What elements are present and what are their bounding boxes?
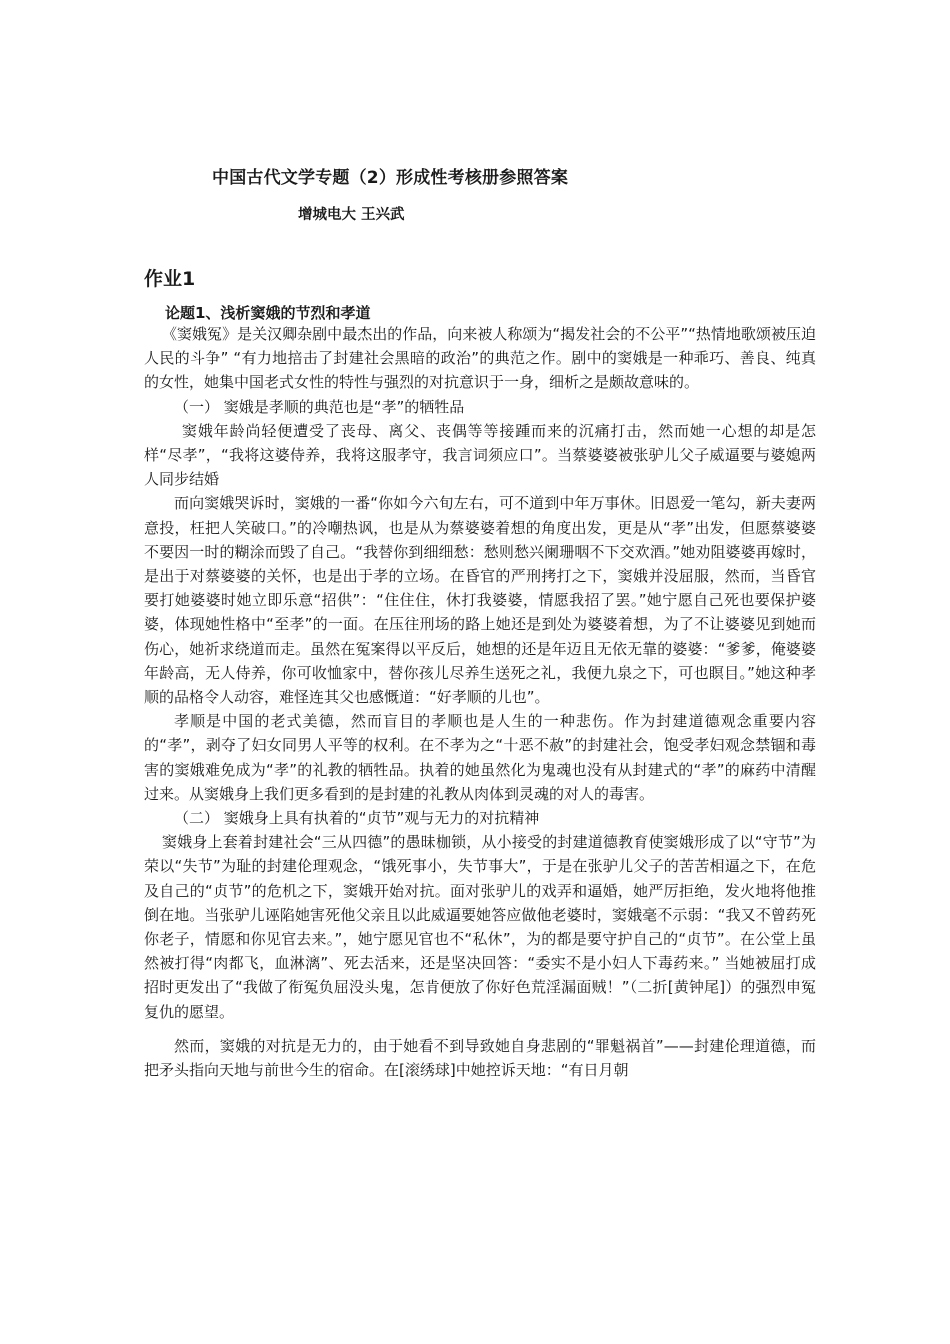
document-title: 中国古代文学专题（2）形成性考核册参照答案 [212, 168, 569, 188]
body-paragraph: 窦娥年龄尚轻便遭受了丧母、离父、丧偶等等接踵而来的沉痛打击，然而她一心想的却是怎样“尽孝”，“我将这婆侍养，我将这服孝守，我言词须应口”。当蔡婆婆被张驴儿父子威逼要与婆媳两人同步结婚 [144, 421, 816, 489]
topic-heading: 论题1、浅析窦娥的节烈和孝道 [165, 304, 371, 322]
body-paragraph: 《窦娥冤》是关汉卿杂剧中最杰出的作品，向来被人称颂为“揭发社会的不公平”“热情地歌颂被压迫人民的斗争” “有力地掊击了封建社会黑暗的政治”的典范之作。剧中的窦娥是一种乖巧、善良、纯真的女性，她集中国老式女性的特性与强烈的对抗意识于一身，细析之是颇故意味的。 [144, 325, 816, 392]
body-paragraph: 而向窦娥哭诉时，窦娥的一番“你如今六旬左右，可不道到中年万事休。旧恩爱一笔勾，新夫妻两意投，枉把人笑破口。”的冷嘲热讽，也是从为蔡婆婆着想的角度出发，更是从“孝”出发，但愿蔡婆婆不要因一时的糊涂而毁了自己。“我替你到细细愁：愁则愁兴阑珊咽不下交欢酒。”她劝阻婆婆再嫁时，是出于对蔡婆婆的关怀，也是出于孝的立场。在昏官的严刑拷打之下，窦娥并没屈服，然而，当昏官要打她婆婆时她立即乐意“招供”：“住住住，休打我婆婆，情愿我招了罢。”她宁愿自己死也要保护婆婆，体现她性格中“至孝”的一面。在压往刑场的路上她还是到处为婆婆着想，为了不让婆婆见到她而伤心，她祈求绕道而走。虽然在冤案得以平反后，她想的还是年迈且无依无靠的婆婆：“爹爹，俺婆婆年龄高，无人侍养，你可收恤家中，替你孩儿尽养生送死之礼，我便九泉之下，可也瞑目。”她这种孝顺的品格令人动容，难怪连其父也感慨道：“好孝顺的儿也”。 [144, 494, 816, 707]
body-paragraph: 窦娥身上套着封建社会“三从四德”的愚昧枷锁，从小接受的封建道德教育使窦娥形成了以“守节”为荣以“失节”为耻的封建伦理观念，“饿死事小，失节事大”，于是在张驴儿父子的苦苦相逼之下，在危及自己的“贞节”的危机之下，窦娥开始对抗。面对张驴儿的戏弄和逼婚，她严厉拒绝，发火地将他推倒在地。当张驴儿诬陷她害死他父亲且以此威逼要她答应做他老婆时，窦娥毫不示弱：“我又不曾药死你老子，情愿和你见官去来。”，她宁愿见官也不“私休”，为的都是要守护自己的“贞节”。在公堂上虽然被打得“肉都飞，血淋漓”、死去活来，还是坚决回答：“委实不是小妇人下毒药来。” 当她被屈打成招时更发出了“我做了衔冤负屈没头鬼，怎肯便放了你好色荒淫漏面贼！”（二折[黄钟尾]）的强烈申冤复仇的愿望。 [144, 833, 816, 1021]
subheading: （一） 窦娥是孝顺的典范也是“孝”的牺牲品 [174, 397, 465, 416]
section-heading: 作业1 [144, 268, 196, 290]
document-author: 增城电大 王兴武 [298, 207, 405, 223]
body-paragraph: 然而，窦娥的对抗是无力的，由于她看不到导致她自身悲剧的“罪魁祸首”——封建伦理道德，而把矛头指向天地与前世今生的宿命。在[滚绣球]中她控诉天地：“有日月朝 [144, 1036, 816, 1080]
document-body [144, 322, 816, 1082]
subheading: （二） 窦娥身上具有执着的“贞节”观与无力的对抗精神 [174, 809, 540, 828]
body-paragraph: 孝顺是中国的老式美德，然而盲目的孝顺也是人生的一种悲伤。作为封建道德观念重要内容的“孝”，剥夺了妇女同男人平等的权利。在不孝为之“十恶不赦”的封建社会，饱受孝妇观念禁锢和毒害的窦娥难免成为“孝”的礼教的牺牲品。执着的她虽然化为鬼魂也没有从封建式的“孝”的麻药中清醒过来。从窦娥身上我们更多看到的是封建的礼教从肉体到灵魂的对人的毒害。 [144, 712, 816, 803]
